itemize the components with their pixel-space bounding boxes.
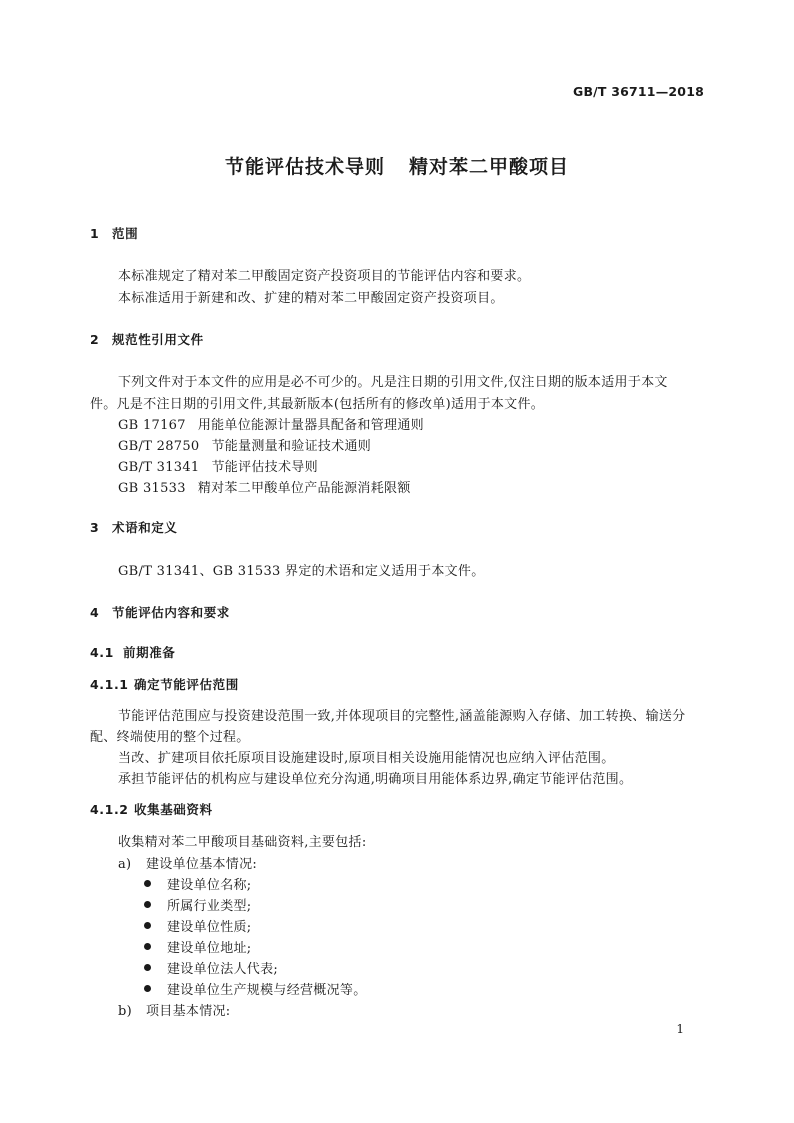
bullet-item: 建设单位性质; <box>144 916 251 935</box>
bullet-dot-icon <box>144 964 151 971</box>
section-4-1-1-heading: 4.1.1 确定节能评估范围 <box>90 677 239 692</box>
section-3-heading: 3 术语和定义 <box>90 520 178 535</box>
bullet-dot-icon <box>144 901 151 908</box>
reference-item: GB 31533 精对苯二甲酸单位产品能源消耗限额 <box>118 481 411 496</box>
bullet-item: 建设单位地址; <box>144 937 251 956</box>
bullet-dot-icon <box>144 922 151 929</box>
standard-code: GB/T 36711—2018 <box>572 84 704 99</box>
section-1-heading: 1 范围 <box>90 226 139 241</box>
reference-item: GB/T 28750 节能量测量和验证技术通则 <box>118 439 372 454</box>
bullet-item: 建设单位法人代表; <box>144 958 278 977</box>
section-4-1-2-intro: 收集精对苯二甲酸项目基础资料,主要包括: <box>118 835 367 850</box>
bullet-item: 所属行业类型; <box>144 895 251 914</box>
bullet-dot-icon <box>144 943 151 950</box>
list-item-a: a) 建设单位基本情况: <box>118 857 258 872</box>
section-2-paragraph-line-2: 件。凡是不注日期的引用文件,其最新版本(包括所有的修改单)适用于本文件。 <box>90 397 545 412</box>
section-4-1-1-paragraph-2: 当改、扩建项目依托原项目设施建设时,原项目相关设施用能情况也应纳入评估范围。 <box>118 751 615 766</box>
section-2-paragraph-line-1: 下列文件对于本文件的应用是必不可少的。凡是注日期的引用文件,仅注日期的版本适用于本文 <box>118 375 668 390</box>
bullet-item: 建设单位名称; <box>144 874 251 893</box>
section-1-paragraph-1: 本标准规定了精对苯二甲酸固定资产投资项目的节能评估内容和要求。 <box>118 269 531 284</box>
section-4-heading: 4 节能评估内容和要求 <box>90 605 230 620</box>
section-4-1-1-paragraph-1-line-2: 配、终端使用的整个过程。 <box>90 730 250 745</box>
section-2-heading: 2 规范性引用文件 <box>90 332 204 347</box>
bullet-dot-icon <box>144 985 151 992</box>
section-4-1-2-heading: 4.1.2 收集基础资料 <box>90 802 213 817</box>
title-sub: 精对苯二甲酸项目 <box>409 156 570 178</box>
list-item-b: b) 项目基本情况: <box>118 1004 231 1019</box>
document-title <box>0 152 794 179</box>
reference-item: GB/T 31341 节能评估技术导则 <box>118 460 318 475</box>
section-3-paragraph-1: GB/T 31341、GB 31533 界定的术语和定义适用于本文件。 <box>118 564 485 579</box>
reference-item: GB 17167 用能单位能源计量器具配备和管理通则 <box>118 418 424 433</box>
page-number: 1 <box>676 1022 684 1036</box>
title-main: 节能评估技术导则 <box>224 156 385 178</box>
section-1-paragraph-2: 本标准适用于新建和改、扩建的精对苯二甲酸固定资产投资项目。 <box>118 291 504 306</box>
bullet-dot-icon <box>144 880 151 887</box>
section-4-1-1-paragraph-1-line-1: 节能评估范围应与投资建设范围一致,并体现项目的完整性,涵盖能源购入存储、加工转换、输送分 <box>118 709 686 724</box>
section-4-1-1-paragraph-3: 承担节能评估的机构应与建设单位充分沟通,明确项目用能体系边界,确定节能评估范围。 <box>118 772 633 787</box>
bullet-item: 建设单位生产规模与经营概况等。 <box>144 979 367 998</box>
section-4-1-heading: 4.1 前期准备 <box>90 645 176 660</box>
